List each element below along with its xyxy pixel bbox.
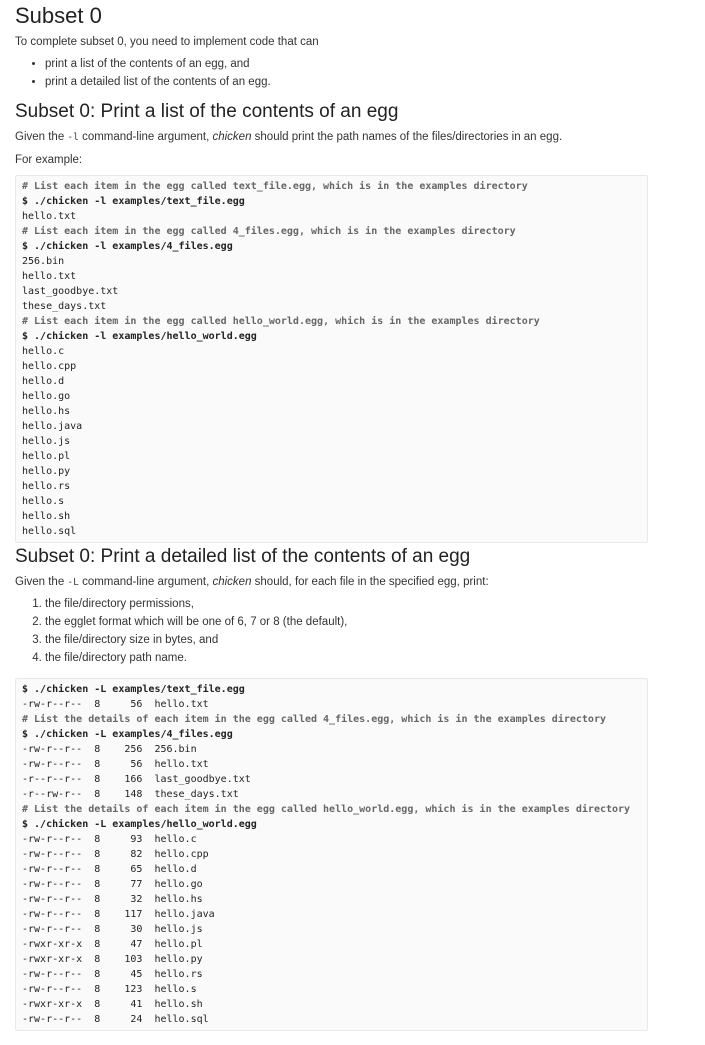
code-output-line: -rwxr-xr-x 8 103 hello.py	[22, 954, 203, 965]
code-command: $ ./chicken -L examples/hello_world.egg	[22, 819, 257, 830]
code-output-line: -rw-r--r-- 8 256 256.bin	[22, 744, 197, 755]
section-heading-detail: Subset 0: Print a detailed list of the contents of an egg	[15, 546, 471, 567]
code-output-line: hello.go	[22, 391, 71, 402]
list-item: • print a detailed list of the contents of an egg.	[45, 73, 705, 91]
code-output-line: hello.cpp	[22, 361, 77, 372]
flag-code: -l	[67, 132, 79, 143]
code-comment: # List the details of each item in the egg called hello_world.egg, which is in the examples directory	[22, 804, 631, 815]
code-command: $ ./chicken -L examples/text_file.egg	[22, 684, 245, 695]
code-output-line: -rwxr-xr-x 8 47 hello.pl	[22, 939, 203, 950]
code-output-line: hello.js	[22, 436, 71, 447]
code-output-line: -r--rw-r-- 8 148 these_days.txt	[22, 789, 239, 800]
detail-list	[15, 595, 705, 667]
code-output-line: -rw-r--r-- 8 56 hello.txt	[22, 759, 209, 770]
code-output-line: -rw-r--r-- 8 30 hello.js	[22, 924, 203, 935]
code-output-line: hello.java	[22, 421, 83, 432]
code-output-line: -rw-r--r-- 8 82 hello.cpp	[22, 849, 209, 860]
code-output-line: hello.sh	[22, 511, 71, 522]
code-output-line: hello.rs	[22, 481, 71, 492]
list-section-description: Given the -l command-line argument, chicken should print the path names of the files/directories in an egg.	[15, 131, 563, 143]
code-output-line: hello.py	[22, 466, 71, 477]
code-command: $ ./chicken -l examples/hello_world.egg	[22, 331, 257, 342]
for-example-text: For example:	[15, 154, 83, 166]
code-output-line: -rw-r--r-- 8 117 hello.java	[22, 909, 215, 920]
code-output-line: 256.bin	[22, 256, 65, 267]
code-output-line: -rw-r--r-- 8 123 hello.s	[22, 984, 197, 995]
code-command: $ ./chicken -L examples/4_files.egg	[22, 729, 233, 740]
section-heading-list: Subset 0: Print a list of the contents of an egg	[15, 101, 399, 122]
code-comment: # List each item in the egg called 4_files.egg, which is in the examples directory	[22, 226, 516, 237]
code-output-line: these_days.txt	[22, 301, 107, 312]
detail-section-description: Given the -L command-line argument, chicken should, for each file in the specified egg, print:	[15, 576, 489, 588]
program-name: chicken	[212, 131, 252, 143]
code-output-line: hello.hs	[22, 406, 71, 417]
code-output-line: last_goodbye.txt	[22, 286, 119, 297]
code-output-line: hello.d	[22, 376, 65, 387]
list-item: 3. the file/directory size in bytes, and	[45, 631, 705, 649]
intro-list	[15, 55, 705, 91]
list-item: 4. the file/directory path name.	[45, 649, 705, 667]
code-block-detail	[15, 678, 648, 1031]
code-comment: # List the details of each item in the egg called 4_files.egg, which is in the examples directory	[22, 714, 606, 725]
flag-code: -L	[67, 577, 79, 588]
code-output-line: -rw-r--r-- 8 65 hello.d	[22, 864, 197, 875]
code-output-line: hello.txt	[22, 211, 77, 222]
list-item: 1. the file/directory permissions,	[45, 595, 705, 613]
code-command: $ ./chicken -l examples/4_files.egg	[22, 241, 233, 252]
list-item: • print a list of the contents of an egg, and	[45, 55, 705, 73]
code-output-line: -rw-r--r-- 8 45 hello.rs	[22, 969, 203, 980]
code-comment: # List each item in the egg called text_file.egg, which is in the examples directory	[22, 181, 528, 192]
intro-text: To complete subset 0, you need to implement code that can	[15, 36, 319, 48]
code-output-line: hello.txt	[22, 271, 77, 282]
code-output-line: -rw-r--r-- 8 77 hello.go	[22, 879, 203, 890]
code-output-line: hello.c	[22, 346, 65, 357]
page-title: Subset 0	[15, 3, 102, 28]
list-item: 2. the egglet format which will be one of 6, 7 or 8 (the default),	[45, 613, 705, 631]
code-comment: # List each item in the egg called hello_world.egg, which is in the examples directory	[22, 316, 540, 327]
code-output-line: hello.s	[22, 496, 65, 507]
program-name: chicken	[212, 576, 252, 588]
code-block-list	[15, 175, 648, 543]
code-output-line: hello.pl	[22, 451, 71, 462]
code-output-line: -rw-r--r-- 8 93 hello.c	[22, 834, 197, 845]
code-command: $ ./chicken -l examples/text_file.egg	[22, 196, 245, 207]
code-output-line: -rwxr-xr-x 8 41 hello.sh	[22, 999, 203, 1010]
code-output-line: -rw-r--r-- 8 56 hello.txt	[22, 699, 209, 710]
code-output-line: -rw-r--r-- 8 24 hello.sql	[22, 1014, 209, 1025]
code-output-line: -r--r--r-- 8 166 last_goodbye.txt	[22, 774, 251, 785]
code-output-line: hello.sql	[22, 526, 77, 537]
code-output-line: -rw-r--r-- 8 32 hello.hs	[22, 894, 203, 905]
